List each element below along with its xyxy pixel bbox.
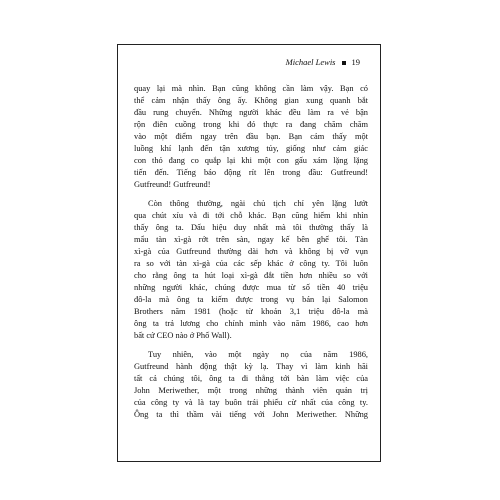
bullet-separator [342, 61, 346, 65]
text-line: thấy ông ta. Dấu hiệu duy nhất mà tôi thường thấy là [134, 223, 368, 232]
paragraph-3 [134, 349, 368, 421]
text-line: qua chút xíu và đi tới chỗ khác. Bạn cũng hiếm khi nhìn [134, 211, 368, 220]
text-line: Gutfreund hành động thật kỳ lạ. Thay vì làm kinh hãi [134, 362, 368, 371]
text-line: luồng khí lạnh đến tận xương tủy, giống như cảm giác [134, 144, 368, 153]
text-line: ông ta trả lương cho chính mình vào năm 1986, cao hơn [134, 319, 368, 328]
text-line: đầu rung chuyển. Những người khác đều làm ra vẻ bận [134, 108, 368, 117]
text-line: bất cứ CEO nào ở Phố Wall). [134, 331, 232, 340]
text-line: ra so với tàn xì-gà của các sếp khác ở công ty. Tôi luôn [134, 259, 368, 268]
text-line: Còn thông thường, ngài chủ tịch chỉ yên lặng lướt [148, 199, 368, 208]
text-line: con thỏ đang co quắp lại khi một con gấu xám lặng lặng [134, 156, 368, 165]
text-line: rộn điên cuồng trong khi đó thực ra đang chăm chăm [134, 120, 368, 129]
text-line: xì-gà của Gutfreund thường dài hơn và không bị vỡ vụn [134, 247, 368, 256]
text-line: Tuy nhiên, vào một ngày nọ của năm 1986, [148, 350, 368, 359]
text-line: thể cảm nhận thấy ông ấy. Không gian xung quanh bắt [134, 96, 368, 105]
text-line: những người khác, chúng được mua từ số tiền 40 triệu [134, 283, 368, 292]
text-line: đô-la mà ông ta kiếm được trong vụ bán lại Salomon [134, 295, 368, 304]
text-line: Brothers năm 1981 (hoặc từ khoản 3,1 triệu đô-la mà [134, 307, 368, 316]
author-name: Michael Lewis [285, 57, 336, 67]
text-line: Ông ta thì thầm vài tiếng với John Meriwether. Những [134, 410, 368, 419]
text-line: John Meriwether, một trong những thành viên quản trị [134, 386, 368, 395]
text-line: vào một điểm ngay trên đầu bạn. Bạn cảm thấy một [134, 132, 368, 141]
text-line: mẩu tàn xì-gà rớt trên sàn, ngay kế bên ghế tôi. Tàn [134, 235, 368, 244]
text-line: cho rằng ông ta hút loại xì-gà đắt tiền hơn nhiều so với [134, 271, 368, 280]
text-line: quay lại mà nhìn. Bạn cũng không cần làm vậy. Bạn có [134, 84, 368, 93]
text-line: của công ty và là tay buôn trái phiếu cừ nhất của công ty. [134, 398, 368, 407]
text-line: tiến đến. Tiếng báo động rít lên trong đầu: Gutfreund! [134, 168, 368, 177]
running-head [286, 57, 360, 67]
book-page [117, 44, 381, 462]
page-number: 19 [351, 57, 360, 67]
text-line: Gutfreund! Gutfreund! [134, 180, 211, 189]
text-line: tất cả chúng tôi, ông ta đi thẳng tới bàn làm việc của [134, 374, 368, 383]
page-body [134, 83, 368, 428]
paragraph-2 [134, 198, 368, 342]
paragraph-1 [134, 83, 368, 191]
